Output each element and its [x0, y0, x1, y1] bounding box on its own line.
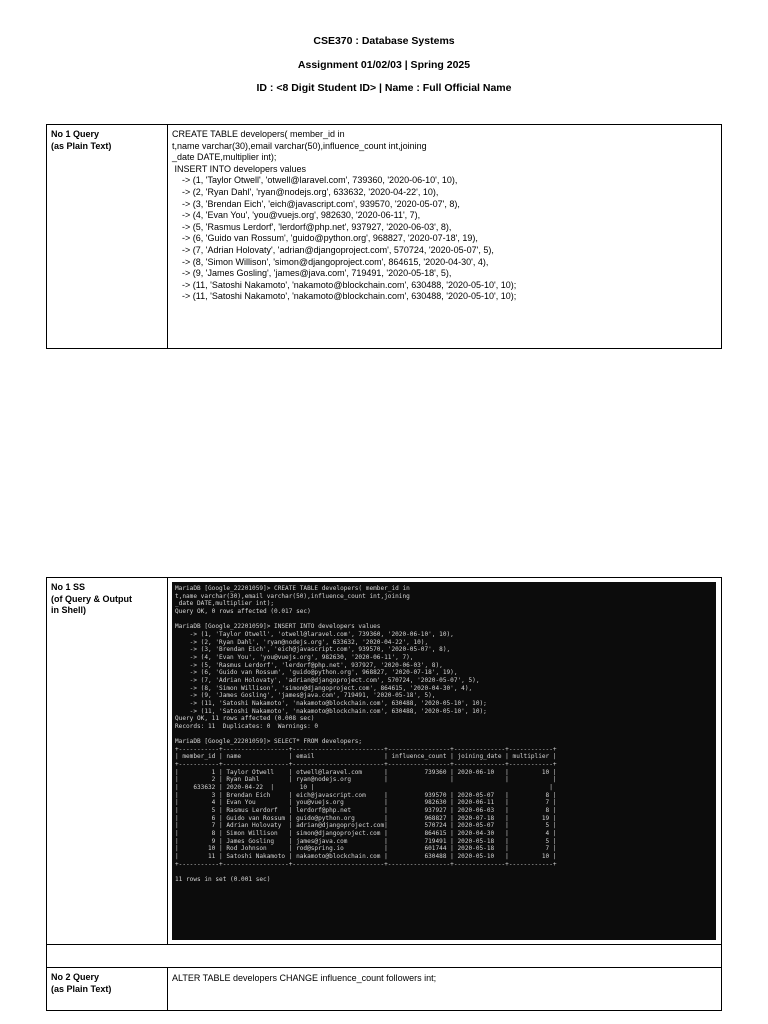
terminal-line: | member_id | name | email | influence_count | joining_date | multiplier |: [175, 753, 557, 761]
terminal-line: +-----------+------------------+-------------------------+-----------------+--------------+------------+: [175, 745, 557, 753]
query-line: -> (7, 'Adrian Holovaty', 'adrian@djangoproject.com', 570724, '2020-05-07', 5),: [172, 244, 494, 255]
terminal-line: | 5 | Rasmus Lerdorf | lerdorf@php.net | 937927 | 2020-06-03 | 8 |: [175, 807, 557, 815]
screenshot1-table: [46, 577, 722, 1011]
terminal-line: +-----------+------------------+-------------------------+-----------------+--------------+------------+: [175, 860, 557, 868]
terminal-line: [175, 730, 713, 738]
query2-text: [168, 968, 722, 1011]
screenshot1-label-line: in Shell): [51, 605, 87, 615]
course-title: CSE370 : Database Systems: [313, 35, 455, 47]
terminal-line: | 3 | Brendan Eich | eich@javascript.com | 939570 | 2020-05-07 | 8 |: [175, 791, 557, 799]
terminal-line: t,name varchar(30),email varchar(50),influence_count int,joining: [175, 592, 410, 600]
terminal-screenshot: [172, 582, 716, 940]
terminal-line: -> (3, 'Brendan Eich', 'eich@javascript.com', 939570, '2020-05-07', 8),: [175, 646, 451, 654]
screenshot1-cell: [168, 578, 722, 945]
terminal-line: -> (11, 'Satoshi Nakamoto', 'nakamoto@blockchain.com', 630488, '2020-05-10', 10);: [175, 699, 487, 707]
terminal-line: +-----------+------------------+-------------------------+-----------------+--------------+------------+: [175, 761, 557, 769]
terminal-line: -> (9, 'James Gosling', 'james@java.com', 719491, '2020-05-18', 5),: [175, 692, 436, 700]
screenshot1-label: [47, 578, 168, 945]
query-line: -> (5, 'Rasmus Lerdorf', 'lerdorf@php.net', 937927, '2020-06-03', 8),: [172, 221, 452, 232]
query-line: ALTER TABLE developers CHANGE influen: [172, 973, 348, 983]
terminal-line: -> (4, 'Evan You', 'you@vuejs.org', 982630, '2020-06-11', 7),: [175, 653, 414, 661]
terminal-line: _date DATE,multiplier int);: [175, 600, 275, 608]
query2-label-line: (as Plain Text): [51, 983, 112, 994]
query-line: _date DATE,multiplier int);: [172, 152, 277, 163]
screenshot1-label-line: (of Query & Output: [51, 593, 132, 604]
terminal-line: [175, 616, 713, 624]
query1-label-line: (as Plain Text): [51, 140, 112, 151]
terminal-line: | 10 | Rod Johnson | rod@spring.io | 601744 | 2020-05-18 | 7 |: [175, 845, 557, 853]
terminal-line: MariaDB [Google_22201059]> SELECT* FROM developers;: [175, 738, 363, 746]
terminal-line: Query OK, 11 rows affected (0.008 sec): [175, 715, 315, 723]
query2-label-line: No 2 Query: [51, 972, 100, 982]
query-line: -> (1, 'Taylor Otwell', 'otwell@laravel.com', 739360, '2020-06-10', 10),: [172, 175, 458, 186]
query2-label: [47, 968, 168, 1011]
query-line: ce_count followers int;: [347, 973, 437, 983]
terminal-line: [175, 868, 713, 876]
query-line: INSERT INTO developers values: [172, 163, 307, 174]
terminal-line: MariaDB [Google_22201059]> INSERT INTO developers values: [175, 623, 381, 631]
screenshot1-label-line: No 1 SS: [51, 582, 86, 592]
query-line: -> (11, 'Satoshi Nakamoto', 'nakamoto@blockchain.com', 630488, '2020-05-10', 10);: [172, 279, 517, 290]
query1-table: [46, 124, 722, 349]
query1-text: [168, 125, 722, 349]
assignment-title: Assignment 01/02/03 | Spring 2025: [297, 59, 471, 71]
terminal-line: 11 rows in set (0.001 sec): [175, 875, 271, 883]
terminal-line: | 1 | Taylor Otwell | otwell@laravel.com | 739360 | 2020-06-10 | 10 |: [175, 768, 557, 776]
terminal-line: -> (2, 'Ryan Dahl', 'ryan@nodejs.org', 633632, '2020-04-22', 10),: [175, 638, 429, 646]
query-line: -> (3, 'Brendan Eich', 'eich@javascript.com', 939570, '2020-05-07', 8),: [172, 198, 460, 209]
query-line: -> (6, 'Guido van Rossum', 'guido@python.org', 968827, '2020-07-18', 19),: [172, 233, 478, 244]
terminal-line: | 4 | Evan You | you@vuejs.org | 982630 | 2020-06-11 | 7 |: [175, 799, 557, 807]
terminal-line: -> (5, 'Rasmus Lerdorf', 'lerdorf@php.net', 937927, '2020-06-03', 8),: [175, 661, 443, 669]
terminal-line: -> (1, 'Taylor Otwell', 'otwell@laravel.com', 739360, '2020-06-10', 10),: [175, 630, 454, 638]
query1-label: [47, 125, 168, 349]
terminal-line: | 2 | Ryan Dahl | ryan@nodejs.org | | | |: [175, 776, 557, 784]
query-line: t,name varchar(30),email varchar(50),influence_count int,joining: [172, 140, 427, 151]
terminal-line: | 8 | Simon Willison | simon@djangoproject.com | 864615 | 2020-04-30 | 4 |: [175, 830, 557, 837]
terminal-line: -> (8, 'Simon Willison', 'simon@djangoproject.com', 864615, '2020-04-30', 4),: [175, 684, 473, 692]
query-line: -> (9, 'James Gosling', 'james@java.com', 719491, '2020-05-18', 5),: [172, 268, 452, 279]
query-line: -> (4, 'Evan You', 'you@vuejs.org', 982630, '2020-06-11', 7),: [172, 210, 421, 221]
terminal-line: Records: 11 Duplicates: 0 Warnings: 0: [175, 722, 319, 730]
terminal-line: | 9 | James Gosling | james@java.com | 719491 | 2020-05-18 | 5 |: [175, 837, 557, 845]
terminal-line: | 633632 | 2020-04-22 | 10 | |: [175, 784, 553, 792]
terminal-line: Query OK, 0 rows affected (0.017 sec): [175, 607, 311, 615]
terminal-line: -> (7, 'Adrian Holovaty', 'adrian@djangoproject.com', 570724, '2020-05-07', 5),: [175, 676, 480, 684]
query-line: CREATE TABLE developers( member_id in: [172, 129, 345, 139]
student-id-line: ID : <8 Digit Student ID> | Name : Full Official Name: [256, 82, 512, 94]
query-line: -> (8, 'Simon Willison', 'simon@djangoproject.com', 864615, '2020-04-30', 4),: [172, 256, 489, 267]
query-line: -> (11, 'Satoshi Nakamoto', 'nakamoto@blockchain.com', 630488, '2020-05-10', 10);: [172, 291, 517, 302]
empty-row: [47, 945, 722, 968]
terminal-line: | 11 | Satoshi Nakamoto | nakamoto@blockchain.com | 630488 | 2020-05-10 | 10 |: [175, 852, 557, 860]
terminal-line: -> (6, 'Guido van Rossum', 'guido@python.org', 968827, '2020-07-18', 19),: [175, 669, 458, 677]
terminal-line: -> (11, 'Satoshi Nakamoto', 'nakamoto@blockchain.com', 630488, '2020-05-10', 10);: [175, 707, 487, 715]
query1-label-line: No 1 Query: [51, 129, 100, 139]
terminal-line: MariaDB [Google_22201059]> CREATE TABLE developers( member_id in: [175, 585, 410, 592]
query-line: -> (2, 'Ryan Dahl', 'ryan@nodejs.org', 633632, '2020-04-22', 10),: [172, 186, 439, 197]
terminal-line: | 6 | Guido van Rossum | guido@python.org | 968827 | 2020-07-18 | 19 |: [175, 814, 557, 822]
terminal-line: | 7 | Adrian Holovaty | adrian@djangoproject.com| 570724 | 2020-05-07 | 5 |: [175, 822, 557, 830]
